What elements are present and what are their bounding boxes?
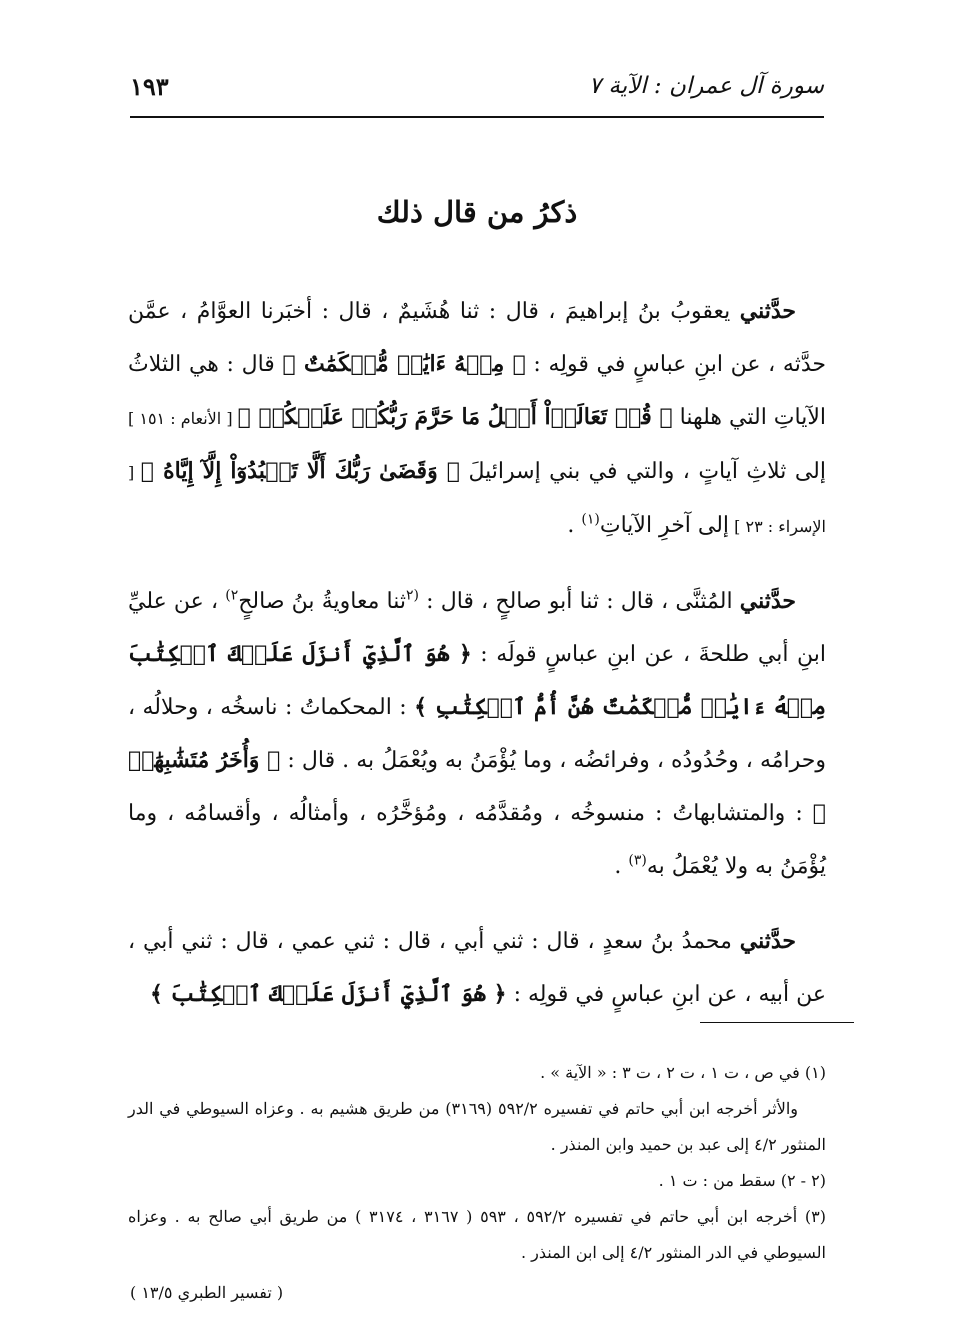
text-run: : والمتشابهاتُ : منسوخُه ، ومُقدَّمُه ، ومُؤخَّرُه ، وأمثالُه ، وأقسامُه ، وما يُؤْمَنُ به ولا يُعْمَلُ به [128, 801, 826, 879]
paragraph-lead: حدَّثني [739, 928, 796, 954]
paragraph-lead: حدَّثني [739, 298, 796, 324]
text-run: : المحكماتُ : ناسخُه ، وحلالُه ، وحرامُه ، وحُدُودُه ، وفرائضُه ، وما يُؤْمَنُ به ويُعْمَلُ به . قال : [128, 695, 827, 773]
text-run: . [614, 854, 629, 879]
paragraph-3 [128, 915, 826, 1021]
text-run: محمدُ بنُ سعدٍ ، قال : ثني أبي ، قال : ثني عمي ، قال : ثني أبي ، عن أبيه ، عن ابنِ عباسٍ في قولِه : [128, 929, 826, 1007]
text-run: ثنا معاويةُ بنُ صالحٍ [238, 589, 406, 614]
paragraph-lead: حدَّثني [739, 588, 796, 614]
footnote-rule [700, 1022, 854, 1023]
footnote-marker: (١) [581, 511, 600, 528]
paragraph-2 [128, 575, 826, 893]
quran-quote: ﴿ وَأُخَرُ مُتَشَٰبِهَٰتٞ ﴾ [128, 747, 826, 826]
running-header [130, 66, 824, 106]
text-run: ، عن عليِّ ابنِ أبي طلحةَ ، عن ابنِ عباسٍ قولَه : [128, 589, 826, 667]
text-run: . [567, 513, 582, 538]
page-number: ١٩٣ [130, 71, 169, 101]
text-run: إلى ثلاثِ آياتٍ ، والتي في بني إسرائيلَ [460, 459, 826, 484]
text-run: يعقوبُ بنُ إبراهيمَ ، قال : ثنا هُشَيمٌ ، قال : أخبَرنا العوَّامُ ، عمَّن حدَّثه ، عن ابنِ عباسٍ في قولِه : [128, 299, 826, 377]
quran-quote: ﴿ هُوَ ٱلَّذِيٓ أَنزَلَ عَلَيۡكَ ٱلۡكِتَٰبَ ﴾ [150, 981, 507, 1007]
quran-quote: ﴿ وَقَضَىٰ رَبُّكَ أَلَّا تَعۡبُدُوٓاْ إِلَّآ إِيَّاهُ ﴾ [140, 458, 461, 484]
quran-quote: ﴿ قُلۡ تَعَالَوۡاْ أَتۡلُ مَا حَرَّمَ رَبُّكُمۡ عَلَيۡكُمۡ ﴾ [237, 404, 673, 430]
volume-signature: ( تفسير الطبري ١٣/٥ ) [130, 1283, 284, 1302]
main-text [128, 285, 826, 1043]
paragraph-1 [128, 285, 826, 553]
quran-quote: ﴿ مِنۡهُ ءَايَٰتٞ مُّحۡكَمَٰتٌ ﴾ [282, 351, 526, 377]
verse-reference: [ الأنعام : ١٥١ ] [128, 409, 238, 428]
text-run: إلى آخرِ الآياتِ [599, 513, 730, 538]
header-rule [130, 116, 824, 118]
verse-reference: [ الإسراء : ٢٣ ] [128, 463, 826, 536]
section-title: ذكرُ من قال ذلك [376, 195, 578, 229]
footnote-1-continuation: والأثر أخرجه ابن أبي حاتم في تفسيره ٥٩٢/٢ (٣١٦٩) من طريق هشيم به . وعزاه السيوطي في الدر المنثور ٤/٢ إلى عبد بن حميد وابن المنذر . [128, 1099, 826, 1154]
footnotes [128, 1055, 826, 1271]
footnote-1: (١) في ص ، ت ١ ، ت ٢ ، ت ٣ : « الآية » . [540, 1063, 826, 1082]
footnote-2: (٢ - ٢) سقط من : ت ١ . [658, 1171, 826, 1190]
footnote-marker: ٢) [225, 587, 239, 604]
surah-title: سورة آل عمران : الآية ٧ [588, 73, 824, 99]
footnote-marker: (٣) [628, 852, 647, 869]
text-run: قال : هي الثلاثُ الآياتِ التي هلهنا [128, 352, 827, 430]
footnote-marker: (٢ [405, 587, 419, 604]
quran-quote: ﴿ هُوَ ٱلَّذِيٓ أَنزَلَ عَلَيۡكَ ٱلۡكِتَٰبَ مِنۡهُ ءَايَٰتٞ مُّحۡكَمَٰتٌ هُنَّ أُمُّ ٱلۡكِتَٰبِ ﴾ [128, 641, 826, 720]
footnote-3: (٣) أخرجه ابن أبي حاتم في تفسيره ٥٩٢/٢ ، ٥٩٣ ( ٣١٦٧ ، ٣١٧٤ ) من طريق أبي صالح به . وعزاه السيوطي في الدر المنثور ٤/٢ إلى ابن المنذر . [128, 1207, 827, 1262]
text-run: المُثنَّى ، قال : ثنا أبو صالحٍ ، قال : [418, 589, 740, 614]
